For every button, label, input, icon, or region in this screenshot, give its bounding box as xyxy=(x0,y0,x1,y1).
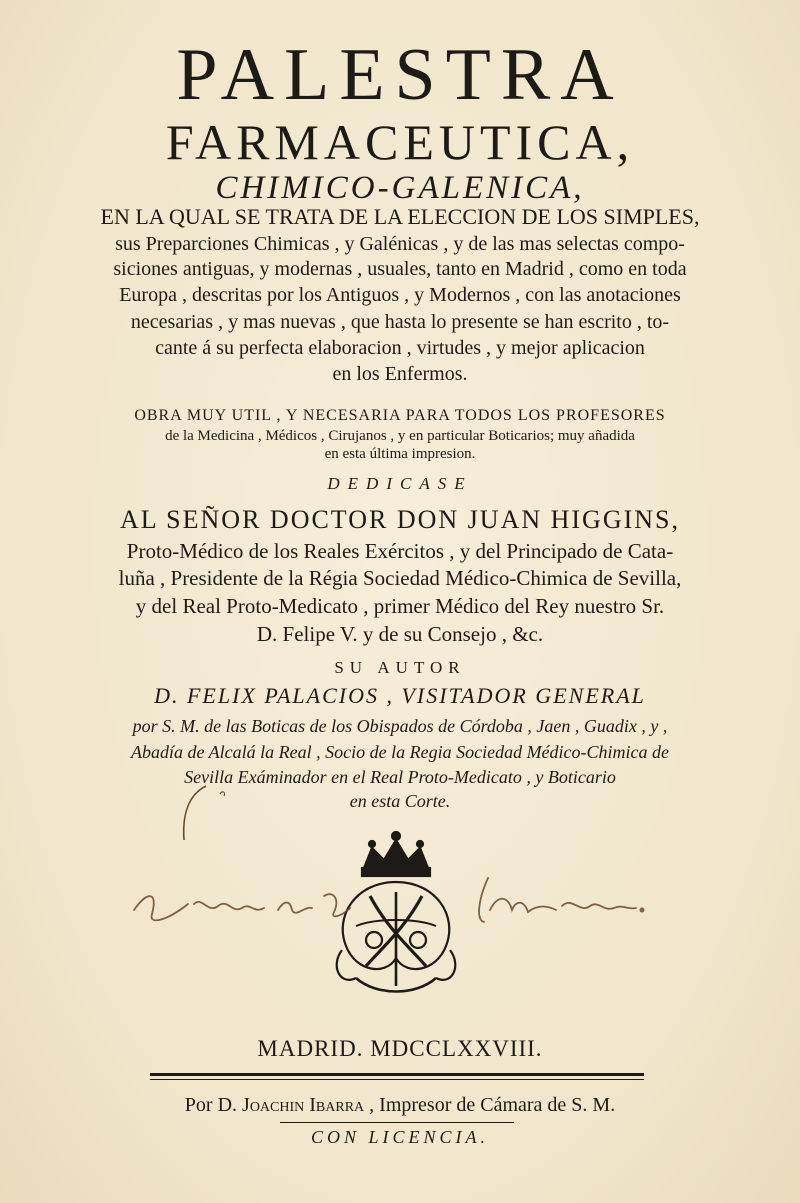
printer-prefix: Por D. xyxy=(184,1094,238,1116)
author-title-line: Sevilla Exáminador en el Real Proto-Medicato , y Boticario xyxy=(184,767,616,787)
imprint-rule-thick xyxy=(150,1073,644,1076)
description-line: sus Preparciones Chimicas , y Galénicas , y de las mas selectas compo- xyxy=(115,233,685,255)
description-line: en los Enfermos. xyxy=(332,363,468,385)
title-subtitle: EN LA QUAL SE TRATA DE LA ELECCION DE LOS SIMPLES, xyxy=(100,204,700,229)
dedicase-heading: DEDICASE xyxy=(327,474,473,493)
obra-line: OBRA MUY UTIL , Y NECESARIA PARA TODOS LOS PROFESORES xyxy=(134,407,666,424)
handwritten-ownership-inscription xyxy=(128,870,648,930)
obra-line: de la Medicina , Médicos , Cirujanos , y en particular Boticarios; muy añadida xyxy=(165,428,635,444)
dedicatee-title-line: D. Felipe V. y de su Consejo , &c. xyxy=(256,622,544,646)
dedicatee-title-line: Proto-Médico de los Reales Exércitos , y del Principado de Cata- xyxy=(126,539,674,563)
description-line: siciones antiguas, y modernas , usuales, tanto en Madrid , como en toda xyxy=(113,258,687,280)
author-name: D. FELIX PALACIOS , VISITADOR GENERAL xyxy=(154,683,646,708)
author-title-line: Abadía de Alcalá la Real , Socio de la Regia Sociedad Médico-Chimica de xyxy=(130,742,670,762)
dedicatee-name: AL SEÑOR DOCTOR DON JUAN HIGGINS, xyxy=(119,505,680,534)
printer-suffix: , Impresor de Cámara de S. M. xyxy=(369,1094,616,1116)
description-line: Europa , descritas por los Antiguos , y Modernos , con las anotaciones xyxy=(119,284,681,306)
author-title-line: en esta Corte. xyxy=(349,791,451,811)
su-autor-heading: SU AUTOR xyxy=(334,658,466,677)
signature-strokes xyxy=(128,870,648,930)
con-licencia: CON LICENCIA. xyxy=(310,1127,490,1147)
ink-flourish xyxy=(168,778,228,848)
obra-line: en esta última impresion. xyxy=(324,446,476,462)
dedicatee-title-line: y del Real Proto-Medicato , primer Médico del Rey nuestro Sr. xyxy=(135,594,665,618)
title-palestra: PALESTRA xyxy=(176,34,624,116)
imprint-rule-thin xyxy=(150,1079,644,1080)
licencia-rule xyxy=(280,1122,514,1123)
author-title-line: por S. M. de las Boticas de los Obispados de Córdoba , Jaen , Guadix , y , xyxy=(132,716,668,736)
dedicatee-title-line: luña , Presidente de la Régia Sociedad Médico-Chimica de Sevilla, xyxy=(118,566,682,590)
imprint-place-date: MADRID. MDCCLXXVIII. xyxy=(257,1036,543,1061)
title-chimico-galenica: CHIMICO-GALENICA, xyxy=(215,170,585,206)
title-farmaceutica: FARMACEUTICA, xyxy=(165,114,635,170)
printer-line xyxy=(0,1094,800,1117)
description-line: necesarias , y mas nuevas , que hasta lo presente se han escrito , to- xyxy=(130,311,670,333)
printer-name: Joachin Ibarra xyxy=(242,1094,365,1116)
description-line: cante á su perfecta elaboracion , virtudes , y mejor aplicacion xyxy=(155,337,645,359)
